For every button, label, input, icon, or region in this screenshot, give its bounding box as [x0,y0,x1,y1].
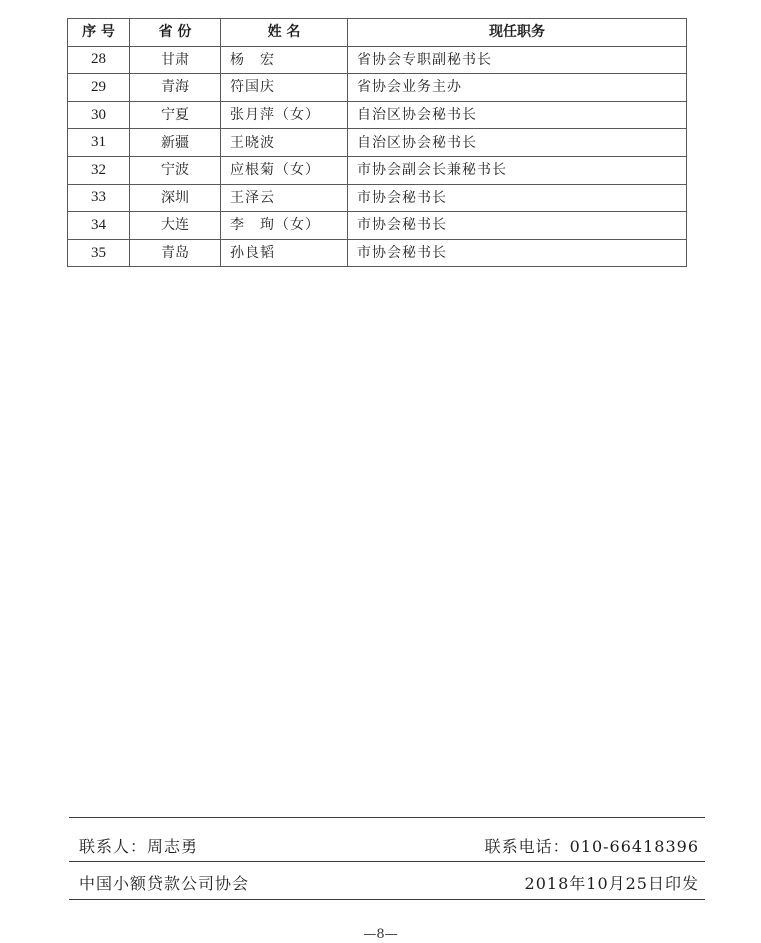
cell-no: 34 [68,212,130,240]
cell-name: 符国庆 [221,74,348,102]
contact-phone: 联系电话：010-66418396 [484,837,699,856]
header-name: 姓 名 [221,19,348,47]
page-number: —8— [363,927,398,942]
cell-name: 李 珣（女） [221,212,348,240]
header-title: 现任职务 [348,19,687,47]
cell-title: 市协会秘书长 [348,184,687,212]
cell-name: 孙良韬 [221,239,348,267]
cell-title: 省协会业务主办 [348,74,687,102]
roster-table [67,18,687,267]
footer-middle-rule [69,861,705,862]
table-row [68,74,687,102]
header-province: 省 份 [130,19,221,47]
cell-name: 应根菊（女） [221,156,348,184]
cell-province: 宁波 [130,156,221,184]
table-row [68,212,687,240]
table-row [68,46,687,74]
cell-title: 省协会专职副秘书长 [348,46,687,74]
table-row [68,101,687,129]
table-row [68,156,687,184]
cell-no: 35 [68,239,130,267]
cell-no: 32 [68,156,130,184]
cell-no: 29 [68,74,130,102]
cell-title: 市协会副会长兼秘书长 [348,156,687,184]
cell-no: 31 [68,129,130,157]
table-row [68,129,687,157]
cell-title: 自治区协会秘书长 [348,129,687,157]
footer-top-rule [69,817,705,818]
cell-name: 王晓波 [221,129,348,157]
contact-person: 联系人：周志勇 [79,837,199,856]
table-row [68,184,687,212]
table-header-row [68,19,687,47]
footer-bottom-rule [69,899,705,900]
cell-name: 杨 宏 [221,46,348,74]
issue-date: 2018年10月25日印发 [524,874,699,893]
cell-province: 青岛 [130,239,221,267]
table-row [68,239,687,267]
cell-name: 王泽云 [221,184,348,212]
issuing-organization: 中国小额贷款公司协会 [79,874,250,893]
cell-province: 甘肃 [130,46,221,74]
cell-title: 自治区协会秘书长 [348,101,687,129]
cell-name: 张月萍（女） [221,101,348,129]
cell-province: 青海 [130,74,221,102]
cell-title: 市协会秘书长 [348,239,687,267]
cell-no: 28 [68,46,130,74]
cell-province: 大连 [130,212,221,240]
cell-province: 新疆 [130,129,221,157]
cell-title: 市协会秘书长 [348,212,687,240]
cell-province: 深圳 [130,184,221,212]
cell-province: 宁夏 [130,101,221,129]
cell-no: 30 [68,101,130,129]
cell-no: 33 [68,184,130,212]
header-no: 序 号 [68,19,130,47]
